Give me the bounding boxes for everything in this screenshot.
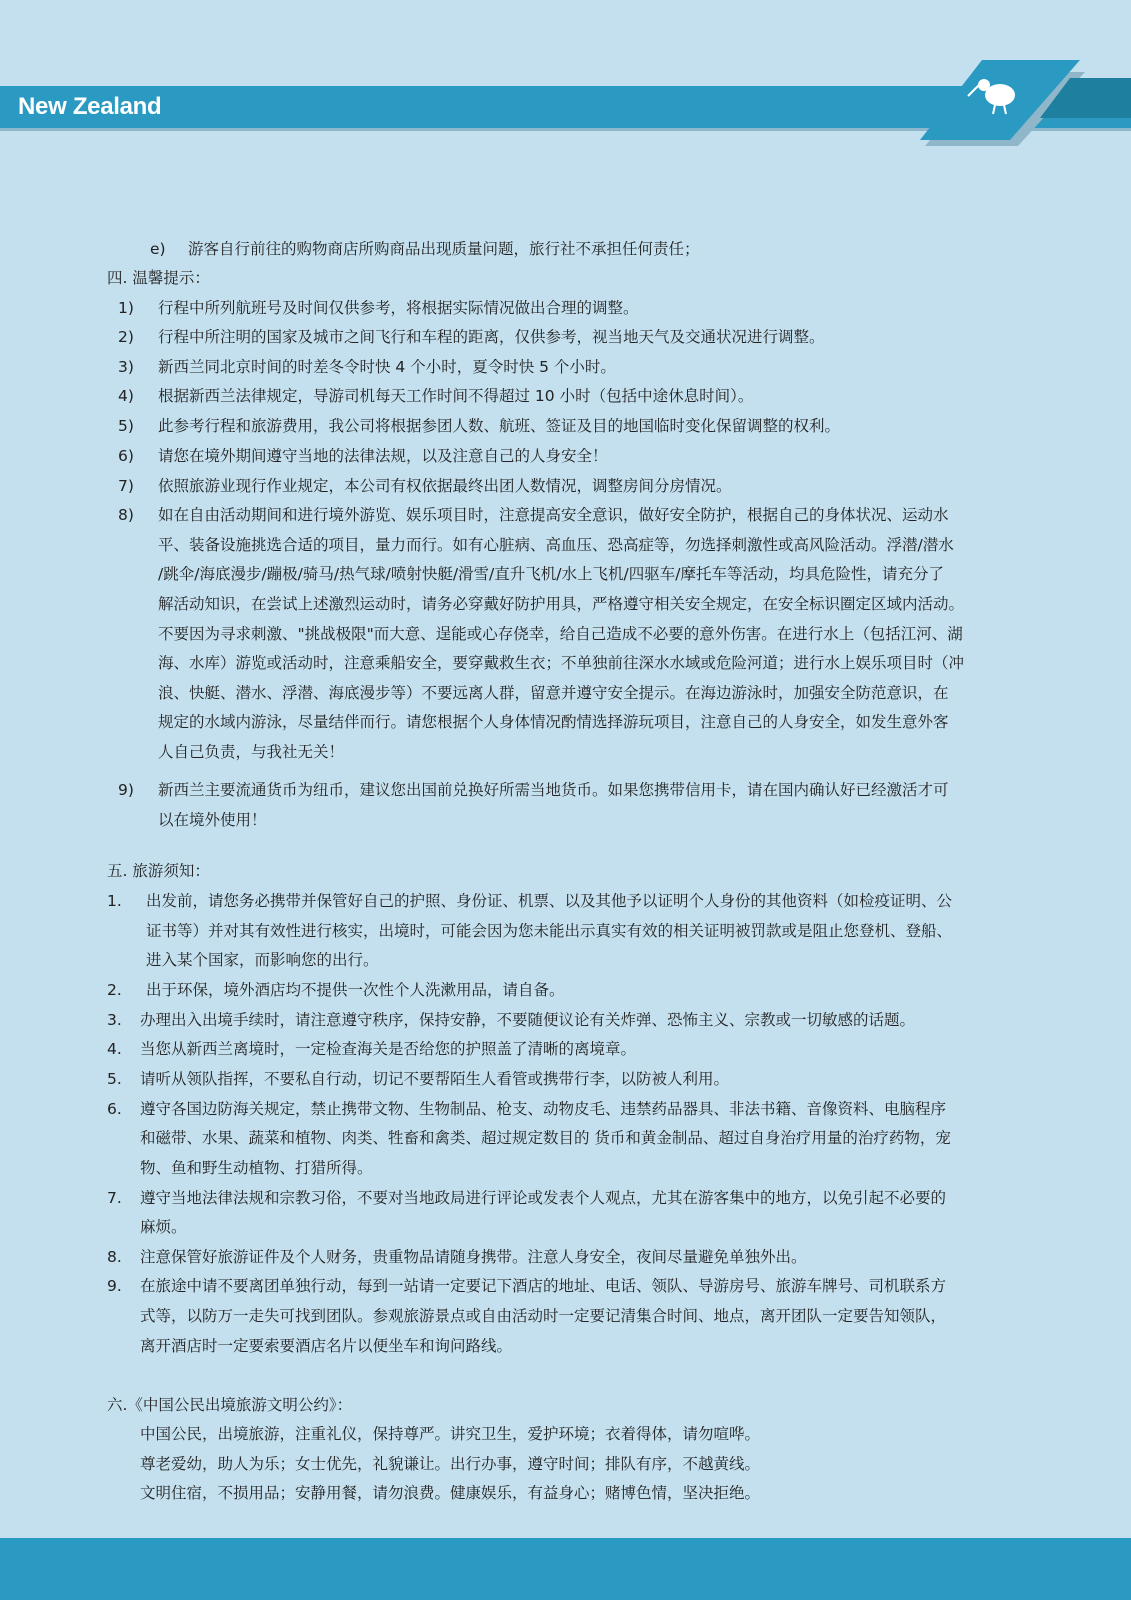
list-marker: 6) [118, 447, 134, 465]
section-heading: 五. 旅游须知： [107, 862, 210, 880]
list-item-text: 海、水库）游览或活动时，注意乘船安全，要穿戴救生衣；不单独前往深水水域或危险河道；进行水上娱乐项目时（冲 [158, 654, 965, 672]
list-item-text: 游客自行前往的购物商店所购商品出现质量问题，旅行社不承担任何责任； [188, 240, 700, 258]
list-item-text: 请听从领队指挥，不要私自行动，切记不要帮陌生人看管或携带行李，以防被人利用。 [140, 1070, 730, 1088]
list-item-text: 请您在境外期间遵守当地的法律法规，以及注意自己的人身安全！ [158, 447, 608, 465]
section-heading: 六.《中国公民出境旅游文明公约》： [107, 1396, 353, 1414]
list-item-text: 解活动知识，在尝试上述激烈运动时，请务必穿戴好防护用具，严格遵守相关安全规定，在安全标识圈定区域内活动。 [158, 595, 965, 613]
list-marker: 8) [118, 506, 134, 524]
list-item-text: 离开酒店时一定要索要酒店名片以便坐车和询问路线。 [140, 1337, 513, 1355]
list-item-text: 注意保管好旅游证件及个人财务，贵重物品请随身携带。注意人身安全，夜间尽量避免单独外出。 [140, 1248, 807, 1266]
brand-title: New Zealand [18, 93, 162, 120]
list-item-text: 如在自由活动期间和进行境外游览、娱乐项目时，注意提高安全意识，做好安全防护，根据自己的身体状况、运动水 [158, 506, 949, 524]
list-item-text: 规定的水域内游泳，尽量结伴而行。请您根据个人身体情况酌情选择游玩项目，注意自己的人身安全，如发生意外客 [158, 713, 949, 731]
list-item-text: 进入某个国家，而影响您的出行。 [146, 951, 379, 969]
list-item-text: 式等，以防万一走失可找到团队。参观旅游景点或自由活动时一定要记清集合时间、地点，离开团队一定要告知领队， [140, 1307, 947, 1325]
list-marker: 4) [118, 387, 134, 405]
convention-line: 中国公民，出境旅游，注重礼仪，保持尊严。讲究卫生，爱护环境；衣着得体，请勿喧哗。 [140, 1425, 761, 1443]
list-item-text: 出发前，请您务必携带并保管好自己的护照、身份证、机票、以及其他予以证明个人身份的其他资料（如检疫证明、公 [146, 892, 953, 910]
list-marker: 3) [118, 358, 134, 376]
list-item-text: 此参考行程和旅游费用，我公司将根据参团人数、航班、签证及目的地国临时变化保留调整的权利。 [158, 417, 841, 435]
list-item-text: 办理出入出境手续时，请注意遵守秩序，保持安静，不要随便议论有关炸弹、恐怖主义、宗教或一切敏感的话题。 [140, 1011, 916, 1029]
list-item-text: 行程中所注明的国家及城市之间飞行和车程的距离，仅供参考，视当地天气及交通状况进行调整。 [158, 328, 825, 346]
list-item-text: 在旅途中请不要离团单独行动，每到一站请一定要记下酒店的地址、电话、领队、导游房号、旅游车牌号、司机联系方 [140, 1277, 947, 1295]
list-marker: 2. [107, 981, 122, 999]
list-marker: 7. [107, 1189, 122, 1207]
convention-line: 尊老爱幼，助人为乐；女士优先，礼貌谦让。出行办事，遵守时间；排队有序，不越黄线。 [140, 1455, 761, 1473]
list-marker: 6. [107, 1100, 122, 1118]
list-item-text: 浪、快艇、潜水、浮潜、海底漫步等）不要远离人群，留意并遵守安全提示。在海边游泳时，加强安全防范意识，在 [158, 684, 949, 702]
list-item-text: 不要因为寻求刺激、"挑战极限"而大意、逞能或心存侥幸，给自己造成不必要的意外伤害。在进行水上（包括江河、湖 [158, 625, 963, 643]
list-item-text: 遵守各国边防海关规定，禁止携带文物、生物制品、枪支、动物皮毛、违禁药品器具、非法书籍、音像资料、电脑程序 [140, 1100, 947, 1118]
list-marker: 9. [107, 1277, 122, 1295]
list-item-text: 平、装备设施挑选合适的项目，量力而行。如有心脏病、高血压、恐高症等，勿选择刺激性或高风险活动。浮潜/潜水 [158, 536, 954, 554]
list-item-text: 物、鱼和野生动植物、打猎所得。 [140, 1159, 373, 1177]
list-marker: 9) [118, 781, 134, 799]
list-marker: 8. [107, 1248, 122, 1266]
list-marker: 5. [107, 1070, 122, 1088]
section-heading: 四. 温馨提示： [107, 269, 210, 287]
list-item-text: 和磁带、水果、蔬菜和植物、肉类、牲畜和禽类、超过规定数目的 货币和黄金制品、超过自身治疗用量的治疗药物，宠 [140, 1129, 951, 1147]
list-marker: 2) [118, 328, 134, 346]
list-marker: 4. [107, 1040, 122, 1058]
list-item-text: 人自己负责，与我社无关！ [158, 743, 345, 761]
list-item-text: 当您从新西兰离境时，一定检查海关是否给您的护照盖了清晰的离境章。 [140, 1040, 637, 1058]
list-item-text: 根据新西兰法律规定，导游司机每天工作时间不得超过 10 小时（包括中途休息时间）。 [158, 387, 754, 405]
convention-line: 文明住宿，不损用品；安静用餐，请勿浪费。健康娱乐，有益身心；赌博色情，坚决拒绝。 [140, 1484, 761, 1502]
list-item-text: 新西兰主要流通货币为纽币，建议您出国前兑换好所需当地货币。如果您携带信用卡，请在国内确认好已经激活才可 [158, 781, 949, 799]
list-item-text: 新西兰同北京时间的时差冬令时快 4 个小时，夏令时快 5 个小时。 [158, 358, 616, 376]
list-marker: 5) [118, 417, 134, 435]
list-item-text: /跳伞/海底漫步/蹦极/骑马/热气球/喷射快艇/滑雪/直升飞机/水上飞机/四驱车/摩托车等活动，均具危险性，请充分了 [158, 565, 944, 583]
list-item-text: 遵守当地法律法规和宗教习俗，不要对当地政局进行评论或发表个人观点，尤其在游客集中的地方，以免引起不必要的 [140, 1189, 947, 1207]
list-marker: 1) [118, 299, 134, 317]
list-item-text: 行程中所列航班号及时间仅供参考，将根据实际情况做出合理的调整。 [158, 299, 639, 317]
list-item-text: 依照旅游业现行作业规定，本公司有权依据最终出团人数情况，调整房间分房情况。 [158, 477, 732, 495]
list-marker: e) [150, 240, 166, 258]
list-item-text: 以在境外使用！ [158, 811, 267, 829]
list-marker: 1. [107, 892, 122, 910]
list-marker: 7) [118, 477, 134, 495]
list-item-text: 证书等）并对其有效性进行核实，出境时，可能会因为您未能出示真实有效的相关证明被罚款或是阻止您登机、登船、 [146, 922, 953, 940]
list-item-text: 出于环保，境外酒店均不提供一次性个人洗漱用品，请自备。 [146, 981, 565, 999]
list-marker: 3. [107, 1011, 122, 1029]
list-item-text: 麻烦。 [140, 1218, 187, 1236]
footer-band [0, 1538, 1131, 1600]
